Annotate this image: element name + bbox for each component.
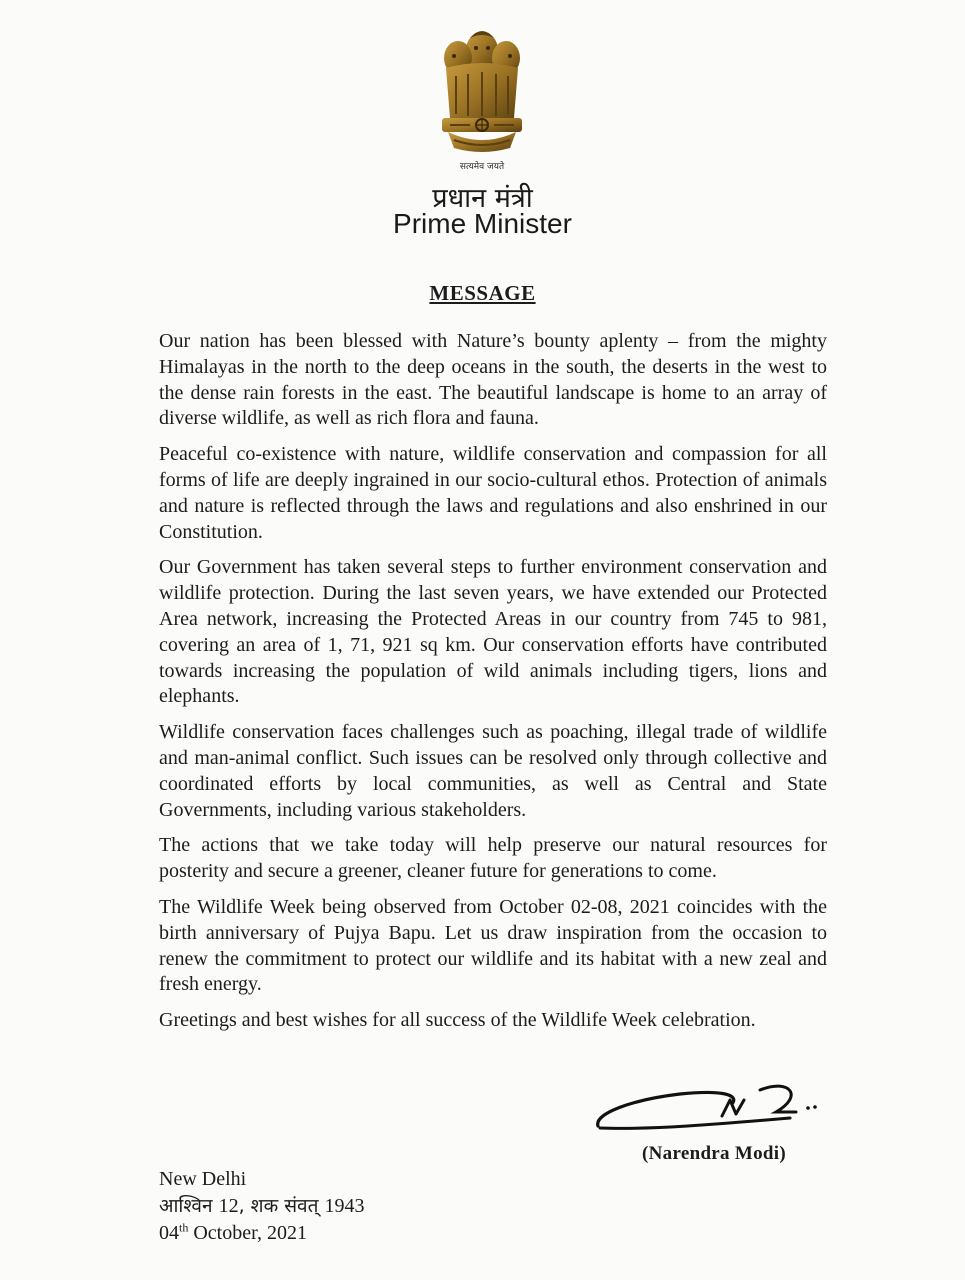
paragraph: Wildlife conservation faces challenges such as poaching, illegal trade of wildlife and man-animal conflict. Such issues can be resolved only through collective and coordinated efforts by local communities, as well as Central and State Governments, including various stakeholders. xyxy=(159,721,827,821)
english-date xyxy=(159,1220,365,1247)
paragraph: Greetings and best wishes for all success of the Wildlife Week celebration. xyxy=(159,1009,756,1032)
place-and-date xyxy=(159,1166,365,1247)
message-body xyxy=(159,329,827,1044)
hindi-date xyxy=(159,1193,365,1220)
emblem-motto: सत्यमेव जयते xyxy=(459,162,505,172)
state-emblem-icon xyxy=(430,24,534,174)
title-hindi: प्रधान मंत्री xyxy=(432,183,533,214)
place: New Delhi xyxy=(159,1168,247,1190)
paragraph: The actions that we take today will help preserve our natural resources for posterity and secure a greener, cleaner future for generations to come. xyxy=(159,834,827,883)
title-english: Prime Minister xyxy=(393,208,572,239)
paragraph: The Wildlife Week being observed from October 02-08, 2021 coincides with the birth anniversary of Pujya Bapu. Let us draw inspiration from the occasion to renew the commitment to protect our wildlife and its habitat with a new zeal and fresh energy. xyxy=(159,895,827,996)
hindi-era: , शक संवत् xyxy=(238,1195,325,1217)
paragraph: Our Government has taken several steps to further environment conservation and wildlife protection. During the last seven years, we have extended our Protected Area network, increasing the Protected Areas in our country from 745 to 981, covering an area of 1, 71, 921 sq km. Our conservation efforts have contributed towards increasing the population of wild animals including tigers, lions and elephants. xyxy=(159,556,827,708)
paragraph: Peaceful co-existence with nature, wildlife conservation and compassion for all forms of life are deeply ingrained in our socio-cultural ethos. Protection of animals and nature is reflected through the laws and regulations and also enshrined in our Constitution. xyxy=(159,443,827,543)
signatory-name: (Narendra Modi) xyxy=(642,1143,786,1164)
date-suffix: th xyxy=(179,1220,189,1235)
paragraph: Our nation has been blessed with Nature’s bounty aplenty – from the mighty Himalayas in the north to the deep oceans in the south, the deserts in the west to the dense rain forests in the east. The beautiful landscape is home to an array of diverse wildlife, as well as rich flora and fauna. xyxy=(159,330,827,430)
message-heading: MESSAGE xyxy=(429,281,536,305)
date-day: 04 xyxy=(159,1222,179,1244)
hindi-year: 1943 xyxy=(324,1195,365,1217)
date-month-year: October, 2021 xyxy=(188,1222,307,1244)
handwritten-signature xyxy=(590,1074,822,1144)
hindi-month: आश्विन xyxy=(159,1195,219,1217)
hindi-day: 12 xyxy=(218,1195,239,1217)
